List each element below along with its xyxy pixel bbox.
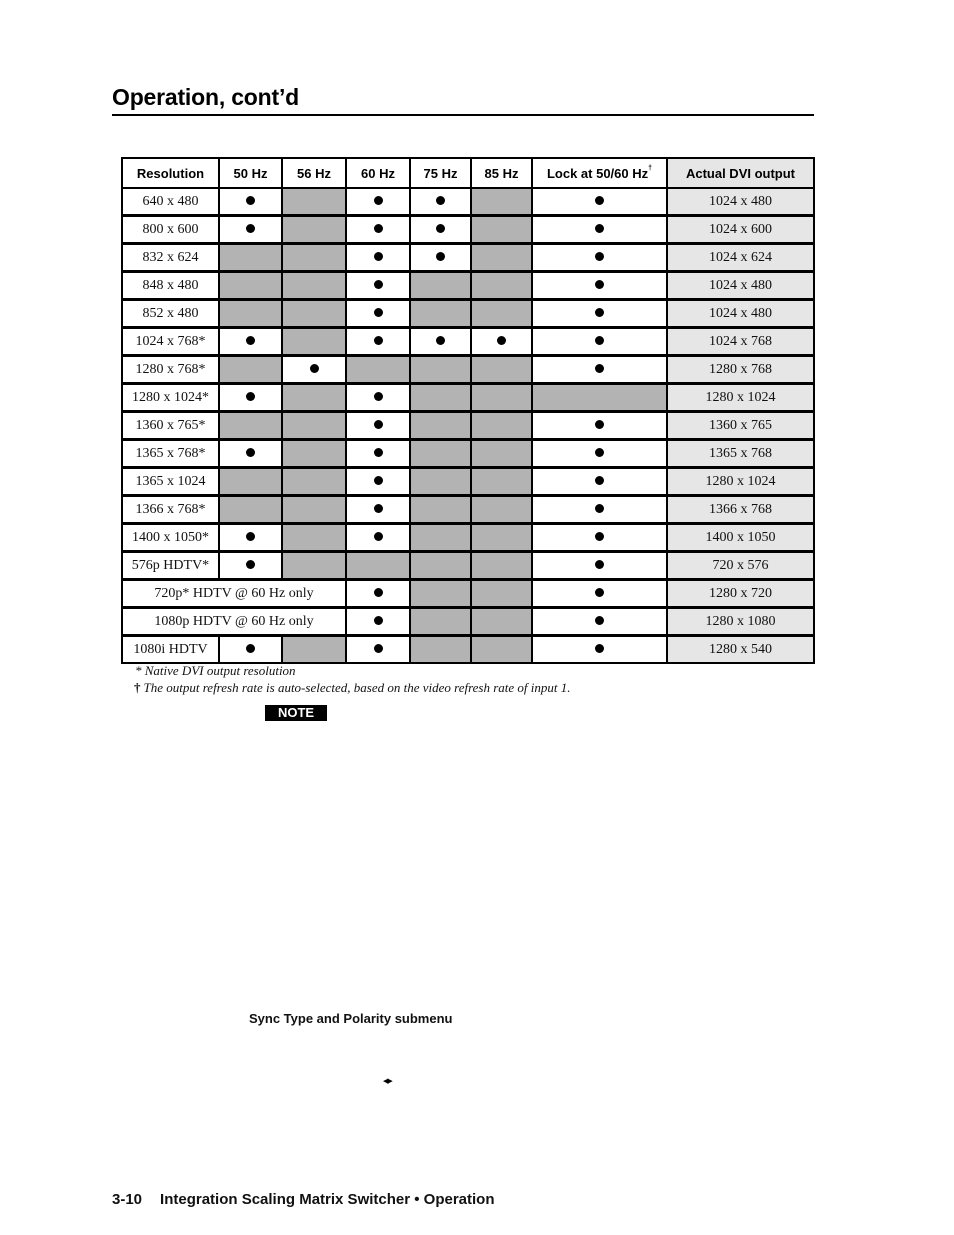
supported-dot-icon bbox=[595, 280, 604, 289]
cell-resolution: 848 x 480 bbox=[122, 272, 219, 300]
cell-lock-supported bbox=[532, 356, 667, 384]
cell-lock-supported bbox=[532, 300, 667, 328]
cell-resolution: 1400 x 1050* bbox=[122, 524, 219, 552]
cell-dvi-output: 1280 x 1080 bbox=[667, 608, 814, 636]
supported-dot-icon bbox=[595, 588, 604, 597]
cell-unavailable bbox=[410, 300, 471, 328]
cell-unavailable bbox=[282, 244, 346, 272]
supported-dot-icon bbox=[374, 504, 383, 513]
col-header-lock bbox=[532, 158, 667, 188]
cell-lock-supported bbox=[532, 636, 667, 664]
cell-unavailable bbox=[410, 580, 471, 608]
footnote-dagger bbox=[134, 680, 571, 696]
cell-supported bbox=[410, 188, 471, 216]
col-header-75hz: 75 Hz bbox=[410, 158, 471, 188]
cell-unavailable bbox=[471, 468, 532, 496]
cell-unavailable bbox=[219, 272, 282, 300]
cell-supported bbox=[346, 412, 410, 440]
cell-dvi-output: 1024 x 480 bbox=[667, 272, 814, 300]
cell-unavailable bbox=[410, 552, 471, 580]
cell-supported bbox=[219, 552, 282, 580]
table-row bbox=[122, 468, 814, 496]
cell-dvi-output: 1365 x 768 bbox=[667, 440, 814, 468]
cell-resolution: 1280 x 1024* bbox=[122, 384, 219, 412]
supported-dot-icon bbox=[374, 476, 383, 485]
resolution-table bbox=[121, 157, 815, 664]
page-footer bbox=[112, 1191, 495, 1208]
col-header-60hz: 60 Hz bbox=[346, 158, 410, 188]
supported-dot-icon bbox=[436, 336, 445, 345]
cell-unavailable bbox=[471, 496, 532, 524]
cell-unavailable bbox=[471, 580, 532, 608]
cell-resolution: 1365 x 1024 bbox=[122, 468, 219, 496]
cell-dvi-output: 1400 x 1050 bbox=[667, 524, 814, 552]
supported-dot-icon bbox=[595, 224, 604, 233]
cell-lock-unavailable bbox=[532, 384, 667, 412]
cell-dvi-output: 1024 x 480 bbox=[667, 300, 814, 328]
col-header-dvi-output: Actual DVI output bbox=[667, 158, 814, 188]
table-row bbox=[122, 440, 814, 468]
cell-supported bbox=[219, 636, 282, 664]
cell-dvi-output: 1024 x 600 bbox=[667, 216, 814, 244]
cell-supported bbox=[346, 496, 410, 524]
cell-unavailable bbox=[471, 412, 532, 440]
cell-unavailable bbox=[282, 384, 346, 412]
cell-unavailable bbox=[410, 468, 471, 496]
supported-dot-icon bbox=[374, 280, 383, 289]
supported-dot-icon bbox=[374, 532, 383, 541]
col-header-lock-label: Lock at 50/60 Hz bbox=[546, 165, 649, 181]
cell-unavailable bbox=[471, 384, 532, 412]
cell-unavailable bbox=[282, 440, 346, 468]
col-header-50hz: 50 Hz bbox=[219, 158, 282, 188]
cell-supported bbox=[346, 328, 410, 356]
cell-dvi-output: 1360 x 765 bbox=[667, 412, 814, 440]
cell-unavailable bbox=[410, 356, 471, 384]
cell-supported bbox=[346, 468, 410, 496]
cell-unavailable bbox=[410, 608, 471, 636]
table-row bbox=[122, 552, 814, 580]
cell-unavailable bbox=[410, 636, 471, 664]
supported-dot-icon bbox=[246, 532, 255, 541]
cell-unavailable bbox=[471, 552, 532, 580]
supported-dot-icon bbox=[595, 448, 604, 457]
supported-dot-icon bbox=[595, 532, 604, 541]
cell-supported bbox=[346, 244, 410, 272]
cell-dvi-output: 1024 x 624 bbox=[667, 244, 814, 272]
cell-unavailable bbox=[219, 356, 282, 384]
supported-dot-icon bbox=[374, 252, 383, 261]
note-badge: NOTE bbox=[265, 705, 327, 721]
table-row bbox=[122, 272, 814, 300]
cell-unavailable bbox=[219, 412, 282, 440]
footnote-native: * Native DVI output resolution bbox=[135, 663, 296, 678]
cell-unavailable bbox=[410, 412, 471, 440]
cell-lock-supported bbox=[532, 272, 667, 300]
cell-unavailable bbox=[282, 524, 346, 552]
cell-supported bbox=[346, 636, 410, 664]
supported-dot-icon bbox=[246, 196, 255, 205]
cell-supported bbox=[219, 384, 282, 412]
cell-unavailable bbox=[282, 272, 346, 300]
footnote-dagger-text: The output refresh rate is auto-selected, based on the video refresh rate of input 1. bbox=[143, 680, 571, 695]
cell-dvi-output: 1024 x 480 bbox=[667, 188, 814, 216]
cell-unavailable bbox=[282, 300, 346, 328]
cell-unavailable bbox=[410, 524, 471, 552]
supported-dot-icon bbox=[595, 616, 604, 625]
supported-dot-icon bbox=[595, 252, 604, 261]
cell-supported bbox=[410, 244, 471, 272]
supported-dot-icon bbox=[246, 392, 255, 401]
cell-unavailable bbox=[282, 216, 346, 244]
supported-dot-icon bbox=[374, 588, 383, 597]
cell-lock-supported bbox=[532, 496, 667, 524]
table-header-row bbox=[122, 158, 814, 188]
supported-dot-icon bbox=[374, 196, 383, 205]
cell-resolution: 1024 x 768* bbox=[122, 328, 219, 356]
page-number: 3-10 bbox=[112, 1191, 143, 1208]
cell-dvi-output: 1366 x 768 bbox=[667, 496, 814, 524]
cell-unavailable bbox=[410, 496, 471, 524]
cell-unavailable bbox=[471, 608, 532, 636]
supported-dot-icon bbox=[595, 560, 604, 569]
table-row bbox=[122, 496, 814, 524]
cell-supported bbox=[346, 384, 410, 412]
cell-resolution: 1280 x 768* bbox=[122, 356, 219, 384]
cell-dvi-output: 1280 x 768 bbox=[667, 356, 814, 384]
supported-dot-icon bbox=[595, 420, 604, 429]
supported-dot-icon bbox=[374, 644, 383, 653]
cell-supported bbox=[346, 300, 410, 328]
cell-supported bbox=[346, 272, 410, 300]
cell-resolution: 832 x 624 bbox=[122, 244, 219, 272]
table-row bbox=[122, 328, 814, 356]
cell-supported bbox=[219, 440, 282, 468]
table-row bbox=[122, 300, 814, 328]
cell-unavailable bbox=[219, 468, 282, 496]
table-row bbox=[122, 216, 814, 244]
table-row bbox=[122, 580, 814, 608]
col-header-85hz: 85 Hz bbox=[471, 158, 532, 188]
cell-supported bbox=[346, 608, 410, 636]
cell-resolution: 852 x 480 bbox=[122, 300, 219, 328]
supported-dot-icon bbox=[374, 308, 383, 317]
supported-dot-icon bbox=[246, 644, 255, 653]
cell-unavailable bbox=[471, 244, 532, 272]
supported-dot-icon bbox=[374, 616, 383, 625]
cell-supported bbox=[346, 188, 410, 216]
supported-dot-icon bbox=[246, 336, 255, 345]
cell-supported bbox=[219, 328, 282, 356]
supported-dot-icon bbox=[595, 476, 604, 485]
supported-dot-icon bbox=[374, 336, 383, 345]
table-row bbox=[122, 524, 814, 552]
cell-resolution: 800 x 600 bbox=[122, 216, 219, 244]
supported-dot-icon bbox=[246, 560, 255, 569]
supported-dot-icon bbox=[436, 196, 445, 205]
footer-title: Integration Scaling Matrix Switcher • Operation bbox=[160, 1191, 495, 1208]
table-row bbox=[122, 608, 814, 636]
cell-resolution: 720p* HDTV @ 60 Hz only bbox=[122, 580, 346, 608]
cell-supported bbox=[219, 216, 282, 244]
cell-supported bbox=[346, 524, 410, 552]
title-rule bbox=[112, 114, 814, 116]
cell-supported bbox=[410, 216, 471, 244]
cell-dvi-output: 1024 x 768 bbox=[667, 328, 814, 356]
supported-dot-icon bbox=[374, 448, 383, 457]
cell-supported bbox=[471, 328, 532, 356]
cell-unavailable bbox=[471, 636, 532, 664]
cell-unavailable bbox=[282, 496, 346, 524]
supported-dot-icon bbox=[436, 252, 445, 261]
supported-dot-icon bbox=[374, 392, 383, 401]
cell-supported bbox=[282, 356, 346, 384]
supported-dot-icon bbox=[374, 420, 383, 429]
cell-resolution: 1360 x 765* bbox=[122, 412, 219, 440]
cell-lock-supported bbox=[532, 188, 667, 216]
cell-supported bbox=[219, 188, 282, 216]
cell-lock-supported bbox=[532, 216, 667, 244]
cell-unavailable bbox=[471, 272, 532, 300]
cell-lock-supported bbox=[532, 328, 667, 356]
sync-type-subheading: Sync Type and Polarity submenu bbox=[249, 1011, 453, 1026]
cell-unavailable bbox=[471, 524, 532, 552]
cell-unavailable bbox=[282, 552, 346, 580]
cell-unavailable bbox=[410, 384, 471, 412]
cell-resolution: 576p HDTV* bbox=[122, 552, 219, 580]
page-title: Operation, cont’d bbox=[112, 84, 299, 110]
cell-unavailable bbox=[282, 328, 346, 356]
cell-lock-supported bbox=[532, 552, 667, 580]
table-row bbox=[122, 412, 814, 440]
cell-supported bbox=[346, 440, 410, 468]
supported-dot-icon bbox=[310, 364, 319, 373]
cell-lock-supported bbox=[532, 440, 667, 468]
cell-supported bbox=[219, 524, 282, 552]
supported-dot-icon bbox=[246, 448, 255, 457]
cell-unavailable bbox=[410, 440, 471, 468]
cell-unavailable bbox=[471, 356, 532, 384]
supported-dot-icon bbox=[246, 224, 255, 233]
cell-unavailable bbox=[410, 272, 471, 300]
cell-resolution: 1080p HDTV @ 60 Hz only bbox=[122, 608, 346, 636]
cell-resolution: 1365 x 768* bbox=[122, 440, 219, 468]
cell-unavailable bbox=[219, 496, 282, 524]
cell-unavailable bbox=[282, 636, 346, 664]
supported-dot-icon bbox=[374, 224, 383, 233]
left-right-arrows-icon: ◀▶ bbox=[383, 1077, 392, 1085]
col-header-56hz: 56 Hz bbox=[282, 158, 346, 188]
supported-dot-icon bbox=[595, 644, 604, 653]
cell-supported bbox=[346, 216, 410, 244]
supported-dot-icon bbox=[497, 336, 506, 345]
col-header-resolution: Resolution bbox=[122, 158, 219, 188]
supported-dot-icon bbox=[595, 308, 604, 317]
supported-dot-icon bbox=[595, 336, 604, 345]
cell-unavailable bbox=[471, 440, 532, 468]
cell-lock-supported bbox=[532, 580, 667, 608]
table-row bbox=[122, 244, 814, 272]
cell-unavailable bbox=[471, 300, 532, 328]
cell-unavailable bbox=[346, 356, 410, 384]
cell-lock-supported bbox=[532, 244, 667, 272]
cell-lock-supported bbox=[532, 608, 667, 636]
cell-unavailable bbox=[471, 216, 532, 244]
table-row bbox=[122, 384, 814, 412]
supported-dot-icon bbox=[595, 364, 604, 373]
cell-lock-supported bbox=[532, 524, 667, 552]
table-body bbox=[122, 188, 814, 663]
cell-supported bbox=[346, 580, 410, 608]
supported-dot-icon bbox=[595, 504, 604, 513]
cell-unavailable bbox=[282, 468, 346, 496]
cell-resolution: 1080i HDTV bbox=[122, 636, 219, 664]
supported-dot-icon bbox=[595, 196, 604, 205]
table-row bbox=[122, 636, 814, 664]
cell-unavailable bbox=[219, 244, 282, 272]
cell-dvi-output: 720 x 576 bbox=[667, 552, 814, 580]
cell-resolution: 1366 x 768* bbox=[122, 496, 219, 524]
cell-resolution: 640 x 480 bbox=[122, 188, 219, 216]
cell-dvi-output: 1280 x 540 bbox=[667, 636, 814, 664]
cell-dvi-output: 1280 x 1024 bbox=[667, 468, 814, 496]
cell-dvi-output: 1280 x 720 bbox=[667, 580, 814, 608]
cell-unavailable bbox=[219, 300, 282, 328]
cell-unavailable bbox=[282, 188, 346, 216]
supported-dot-icon bbox=[436, 224, 445, 233]
dagger-symbol: † bbox=[134, 680, 141, 695]
cell-unavailable bbox=[346, 552, 410, 580]
cell-dvi-output: 1280 x 1024 bbox=[667, 384, 814, 412]
cell-unavailable bbox=[471, 188, 532, 216]
cell-lock-supported bbox=[532, 412, 667, 440]
table-row bbox=[122, 356, 814, 384]
cell-supported bbox=[410, 328, 471, 356]
table-row bbox=[122, 188, 814, 216]
dagger-superscript: † bbox=[648, 165, 653, 173]
cell-lock-supported bbox=[532, 468, 667, 496]
cell-unavailable bbox=[282, 412, 346, 440]
